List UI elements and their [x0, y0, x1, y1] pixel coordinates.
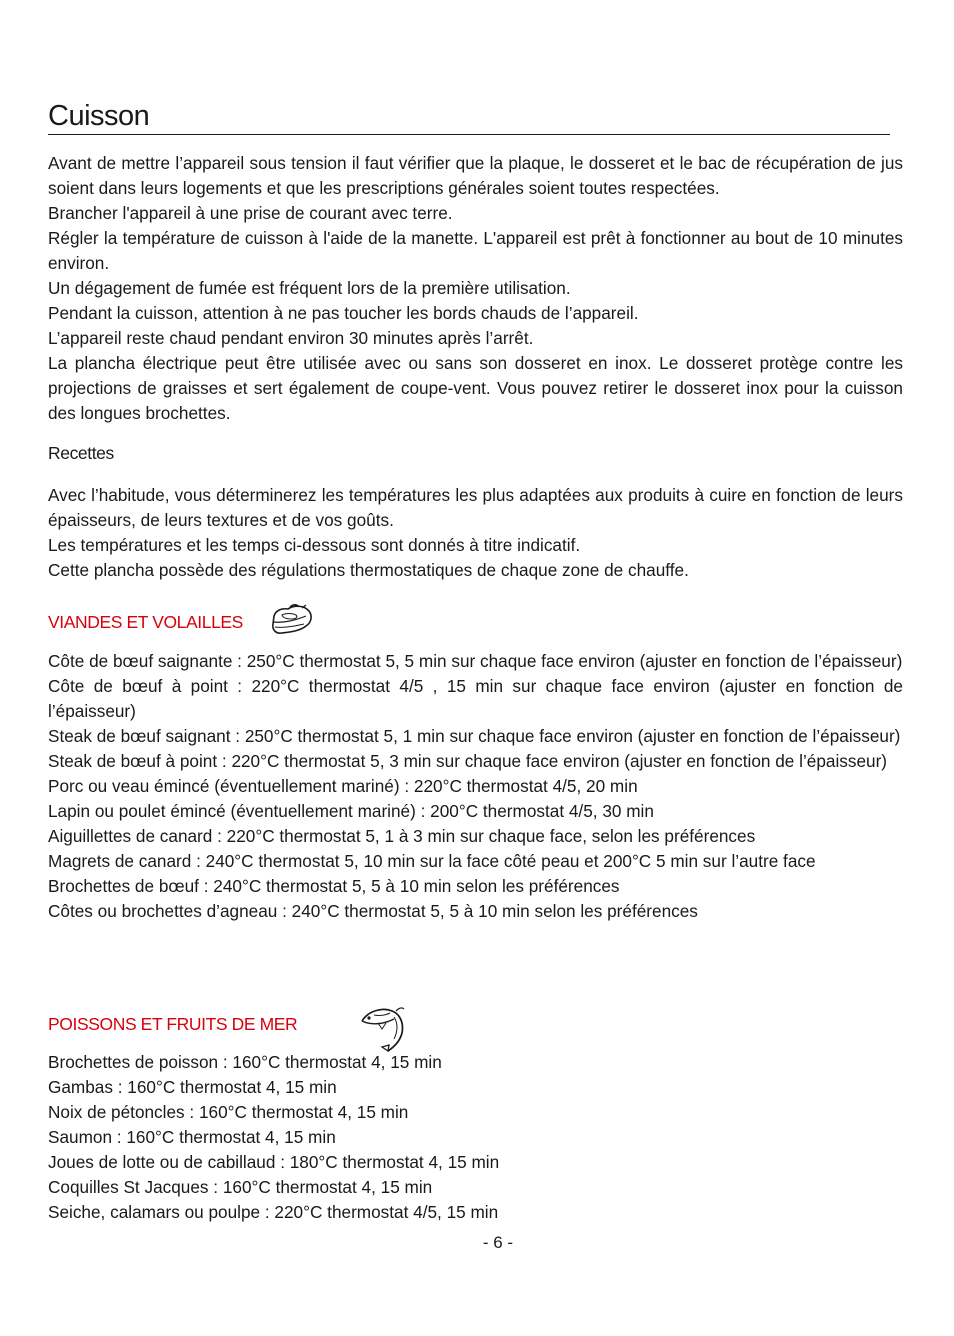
recipes-intro-paragraph: Cette plancha possède des régulations thermostatiques de chaque zone de chauffe. [48, 560, 689, 580]
list-item: Gambas : 160°C thermostat 4, 15 min [48, 1077, 337, 1097]
meat-heading: VIANDES ET VOLAILLES [48, 612, 243, 632]
fish-list [48, 1050, 903, 1225]
list-item: Coquilles St Jacques : 160°C thermostat 4, 15 min [48, 1177, 433, 1197]
intro-section [48, 151, 903, 426]
list-item: Lapin ou poulet émincé (éventuellement mariné) : 200°C thermostat 4/5, 30 min [48, 801, 654, 821]
intro-paragraph: L’appareil reste chaud pendant environ 30 minutes après l’arrêt. [48, 328, 534, 348]
recipes-intro-paragraph: Avec l’habitude, vous déterminerez les températures les plus adaptées aux produits à cuire en fonction de leurs épaisseurs, de leurs textures et de vos goûts. [48, 485, 903, 530]
intro-paragraph: Un dégagement de fumée est fréquent lors de la première utilisation. [48, 278, 571, 298]
list-item: Côtes ou brochettes d’agneau : 240°C thermostat 5, 5 à 10 min selon les préférences [48, 901, 698, 921]
fish-heading: POISSONS ET FRUITS DE MER [48, 1014, 298, 1034]
page-number: - 6 - [482, 1233, 514, 1252]
list-item: Brochettes de poisson : 160°C thermostat 4, 15 min [48, 1052, 442, 1072]
list-item: Noix de pétoncles : 160°C thermostat 4, 15 min [48, 1102, 409, 1122]
list-item: Steak de bœuf à point : 220°C thermostat 5, 3 min sur chaque face environ (ajuster en fonction de l’épaisseur) [48, 751, 888, 771]
list-item: Magrets de canard : 240°C thermostat 5, 10 min sur la face côté peau et 200°C 5 min sur l’autre face [48, 851, 816, 871]
list-item: Steak de bœuf saignant : 250°C thermostat 5, 1 min sur chaque face environ (ajuster en fonction de l’épaisseur) [48, 726, 901, 746]
document-page [48, 0, 903, 1336]
list-item: Saumon : 160°C thermostat 4, 15 min [48, 1127, 336, 1147]
list-item: Seiche, calamars ou poulpe : 220°C thermostat 4/5, 15 min [48, 1202, 499, 1222]
recipes-intro-section [48, 483, 903, 583]
list-item: Aiguillettes de canard : 220°C thermostat 5, 1 à 3 min sur chaque face, selon les préférences [48, 826, 756, 846]
list-item: Côte de bœuf à point : 220°C thermostat 4/5 , 15 min sur chaque face environ (ajuster en fonction de l’épaisseur) [48, 676, 903, 721]
list-item: Joues de lotte ou de cabillaud : 180°C thermostat 4, 15 min [48, 1152, 500, 1172]
intro-paragraph: La plancha électrique peut être utilisée avec ou sans son dosseret en inox. Le dosseret protège contre les projections de graisses et sert également de coupe-vent. Vous pouvez retirer le dosseret inox pour la cuisson des longues brochettes. [48, 353, 903, 423]
list-item: Côte de bœuf saignante : 250°C thermostat 5, 5 min sur chaque face environ (ajuster en fonction de l’épaisseur) [48, 651, 903, 671]
list-item: Porc ou veau émincé (éventuellement mariné) : 220°C thermostat 4/5, 20 min [48, 776, 638, 796]
list-item: Brochettes de bœuf : 240°C thermostat 5, 5 à 10 min selon les préférences [48, 876, 620, 896]
meat-list [48, 649, 903, 924]
intro-paragraph: Avant de mettre l’appareil sous tension il faut vérifier que la plaque, le dosseret et le bac de récupération de jus soient dans leurs logements et que les prescriptions générales soient toutes respectées. [48, 153, 903, 198]
intro-paragraph: Régler la température de cuisson à l'aide de la manette. L'appareil est prêt à fonctionner au bout de 10 minutes environ. [48, 228, 903, 273]
recipes-heading: Recettes [48, 443, 114, 463]
fish-icon [358, 1003, 408, 1055]
recipes-intro-paragraph: Les températures et les temps ci-dessous sont donnés à titre indicatif. [48, 535, 581, 555]
page-title: Cuisson [48, 98, 890, 135]
intro-paragraph: Pendant la cuisson, attention à ne pas toucher les bords chauds de l’appareil. [48, 303, 639, 323]
steak-icon [270, 602, 314, 638]
intro-paragraph: Brancher l'appareil à une prise de courant avec terre. [48, 203, 453, 223]
